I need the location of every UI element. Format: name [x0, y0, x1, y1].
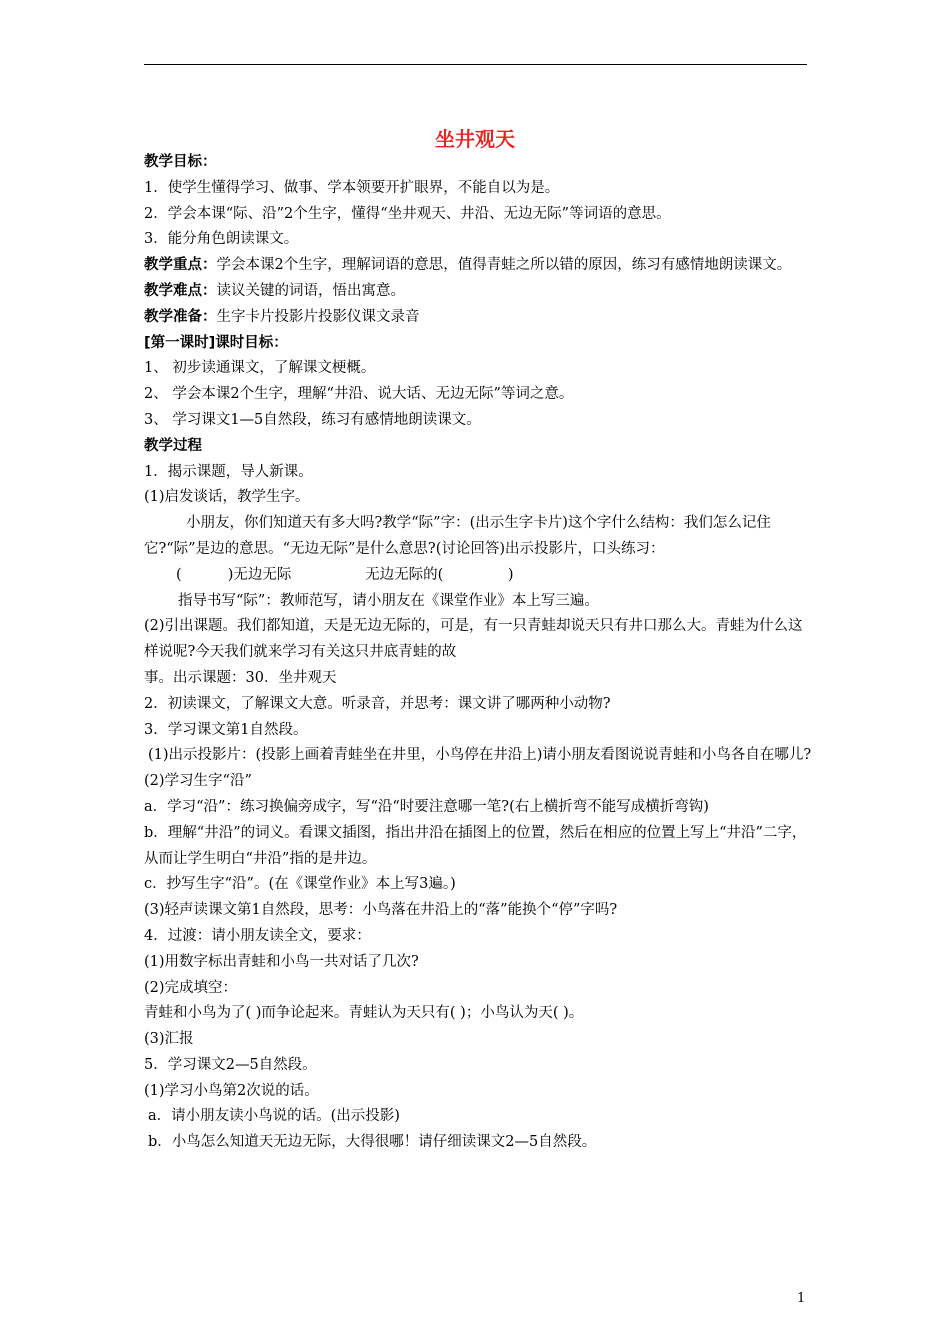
preparation-label: 教学准备： [144, 308, 217, 325]
header-rule [144, 64, 807, 65]
process-line: 事。出示课题：30．坐井观天 [144, 669, 337, 686]
lesson1-heading: [第一课时]课时目标： [144, 334, 288, 351]
process-line: (1)学习小鸟第2次说的话。 [144, 1082, 319, 1099]
process-line: 3．学习课文第1自然段。 [144, 721, 308, 738]
process-line: c．抄写生字“沿”。(在《课堂作业》本上写3遍。) [144, 876, 456, 893]
difficulty-text: 读议关键的词语，悟出寓意。 [216, 282, 405, 299]
lesson1-goal: 2、 学会本课2个生字，理解“井沿、说大话、无边无际”等词之意。 [144, 386, 574, 403]
document-title: 坐井观天 [435, 127, 515, 151]
process-paragraph [144, 511, 812, 563]
process-line: (3)汇报 [144, 1031, 194, 1048]
objective-item: 2．学会本课“际、沿”2个生字，懂得“坐井观天、井沿、无边无际”等词语的意思。 [144, 205, 671, 222]
process-line: 2．初读课文，了解课文大意。听录音，并思考：课文讲了哪两种小动物? [144, 695, 611, 712]
preparation-text: 生字卡片投影片投影仪课文录音 [216, 308, 420, 325]
process-line: 1．揭示课题，导人新课。 [144, 463, 313, 480]
process-line: 指导书写“际”：教师范写，请小朋友在《课堂作业》本上写三遍。 [178, 592, 599, 609]
process-line: a．请小朋友读小鸟说的话。(出示投影) [148, 1108, 400, 1125]
process-line: 5．学习课文2—5自然段。 [144, 1056, 317, 1073]
objective-item: 1．使学生懂得学习、做事、学本领要开扩眼界，不能自以为是。 [144, 179, 560, 196]
process-line: (2)学习生字“沿” [144, 773, 252, 790]
fill-blank-sentence: 青蛙和小鸟为了( )而争论起来。青蛙认为天只有( )；小鸟认为天( )。 [144, 1005, 584, 1022]
process-heading: 教学过程 [144, 437, 202, 454]
page-number: 1 [797, 1291, 806, 1306]
process-line: (1)启发谈话，教学生字。 [144, 489, 310, 506]
key-points [144, 253, 812, 279]
difficulty-label: 教学难点： [144, 282, 217, 299]
process-text: 小朋友，你们知道天有多大吗?教学“际”字：(出示生字卡片)这个字什么结构：我们怎么记住它?“际”是边的意思。“无边无际”是什么意思?(讨论回答)出示投影片，口头练习： [144, 515, 771, 557]
objective-item: 3．能分角色朗读课文。 [144, 231, 299, 248]
process-paragraph: a．学习“沿”：练习换偏旁成字，写“沿“时要注意哪一笔?(右上横折弯不能写成横折弯钩) [144, 798, 709, 815]
process-line: 4．过渡：请小朋友读全文，要求： [144, 927, 371, 944]
process-line: (3)轻声读课文第1自然段，思考：小鸟落在井沿上的“落”能换个“停”字吗? [144, 902, 618, 919]
document-body [144, 150, 812, 1156]
objectives-heading: 教学目标： [144, 154, 217, 170]
lesson1-goal: 3、 学习课文1—5自然段，练习有感情地朗读课文。 [144, 411, 481, 428]
preparation [144, 305, 812, 331]
process-line: b．小鸟怎么知道天无边无际，大得很哪！请仔细读课文2—5自然段。 [148, 1134, 597, 1151]
process-line: (2)完成填空： [144, 979, 238, 996]
process-line: (1)用数字标出青蛙和小鸟一共对话了几次? [144, 953, 419, 970]
key-points-text: 学会本课2个生字，理解词语的意思，值得青蛙之所以错的原因，练习有感情地朗读课文。 [216, 257, 792, 274]
process-paragraph: (2)引出课题。我们都知道，天是无边无际的，可是，有一只青蛙却说天只有井口那么大。青蛙为什么这样说呢?今天我们就来学习有关这只井底青蛙的故 [144, 618, 803, 661]
lesson1-goal: 1、 初步读通课文，了解课文梗概。 [144, 360, 376, 377]
difficulty [144, 279, 812, 305]
process-paragraph: (1)出示投影片：(投影上画着青蛙坐在井里，小鸟停在井沿上)请小朋友看图说说青蛙和小鸟各自在哪儿? [148, 747, 812, 764]
key-points-label: 教学重点： [144, 257, 217, 274]
fill-blank-exercise: ( )无边无际 无边无际的( ) [176, 566, 514, 583]
process-paragraph: b．理解“井沿”的词义。看课文插图，指出井沿在插图上的位置，然后在相应的位置上写上“井沿”二字，从而让学生明白“井沿”指的是井边。 [144, 824, 807, 867]
